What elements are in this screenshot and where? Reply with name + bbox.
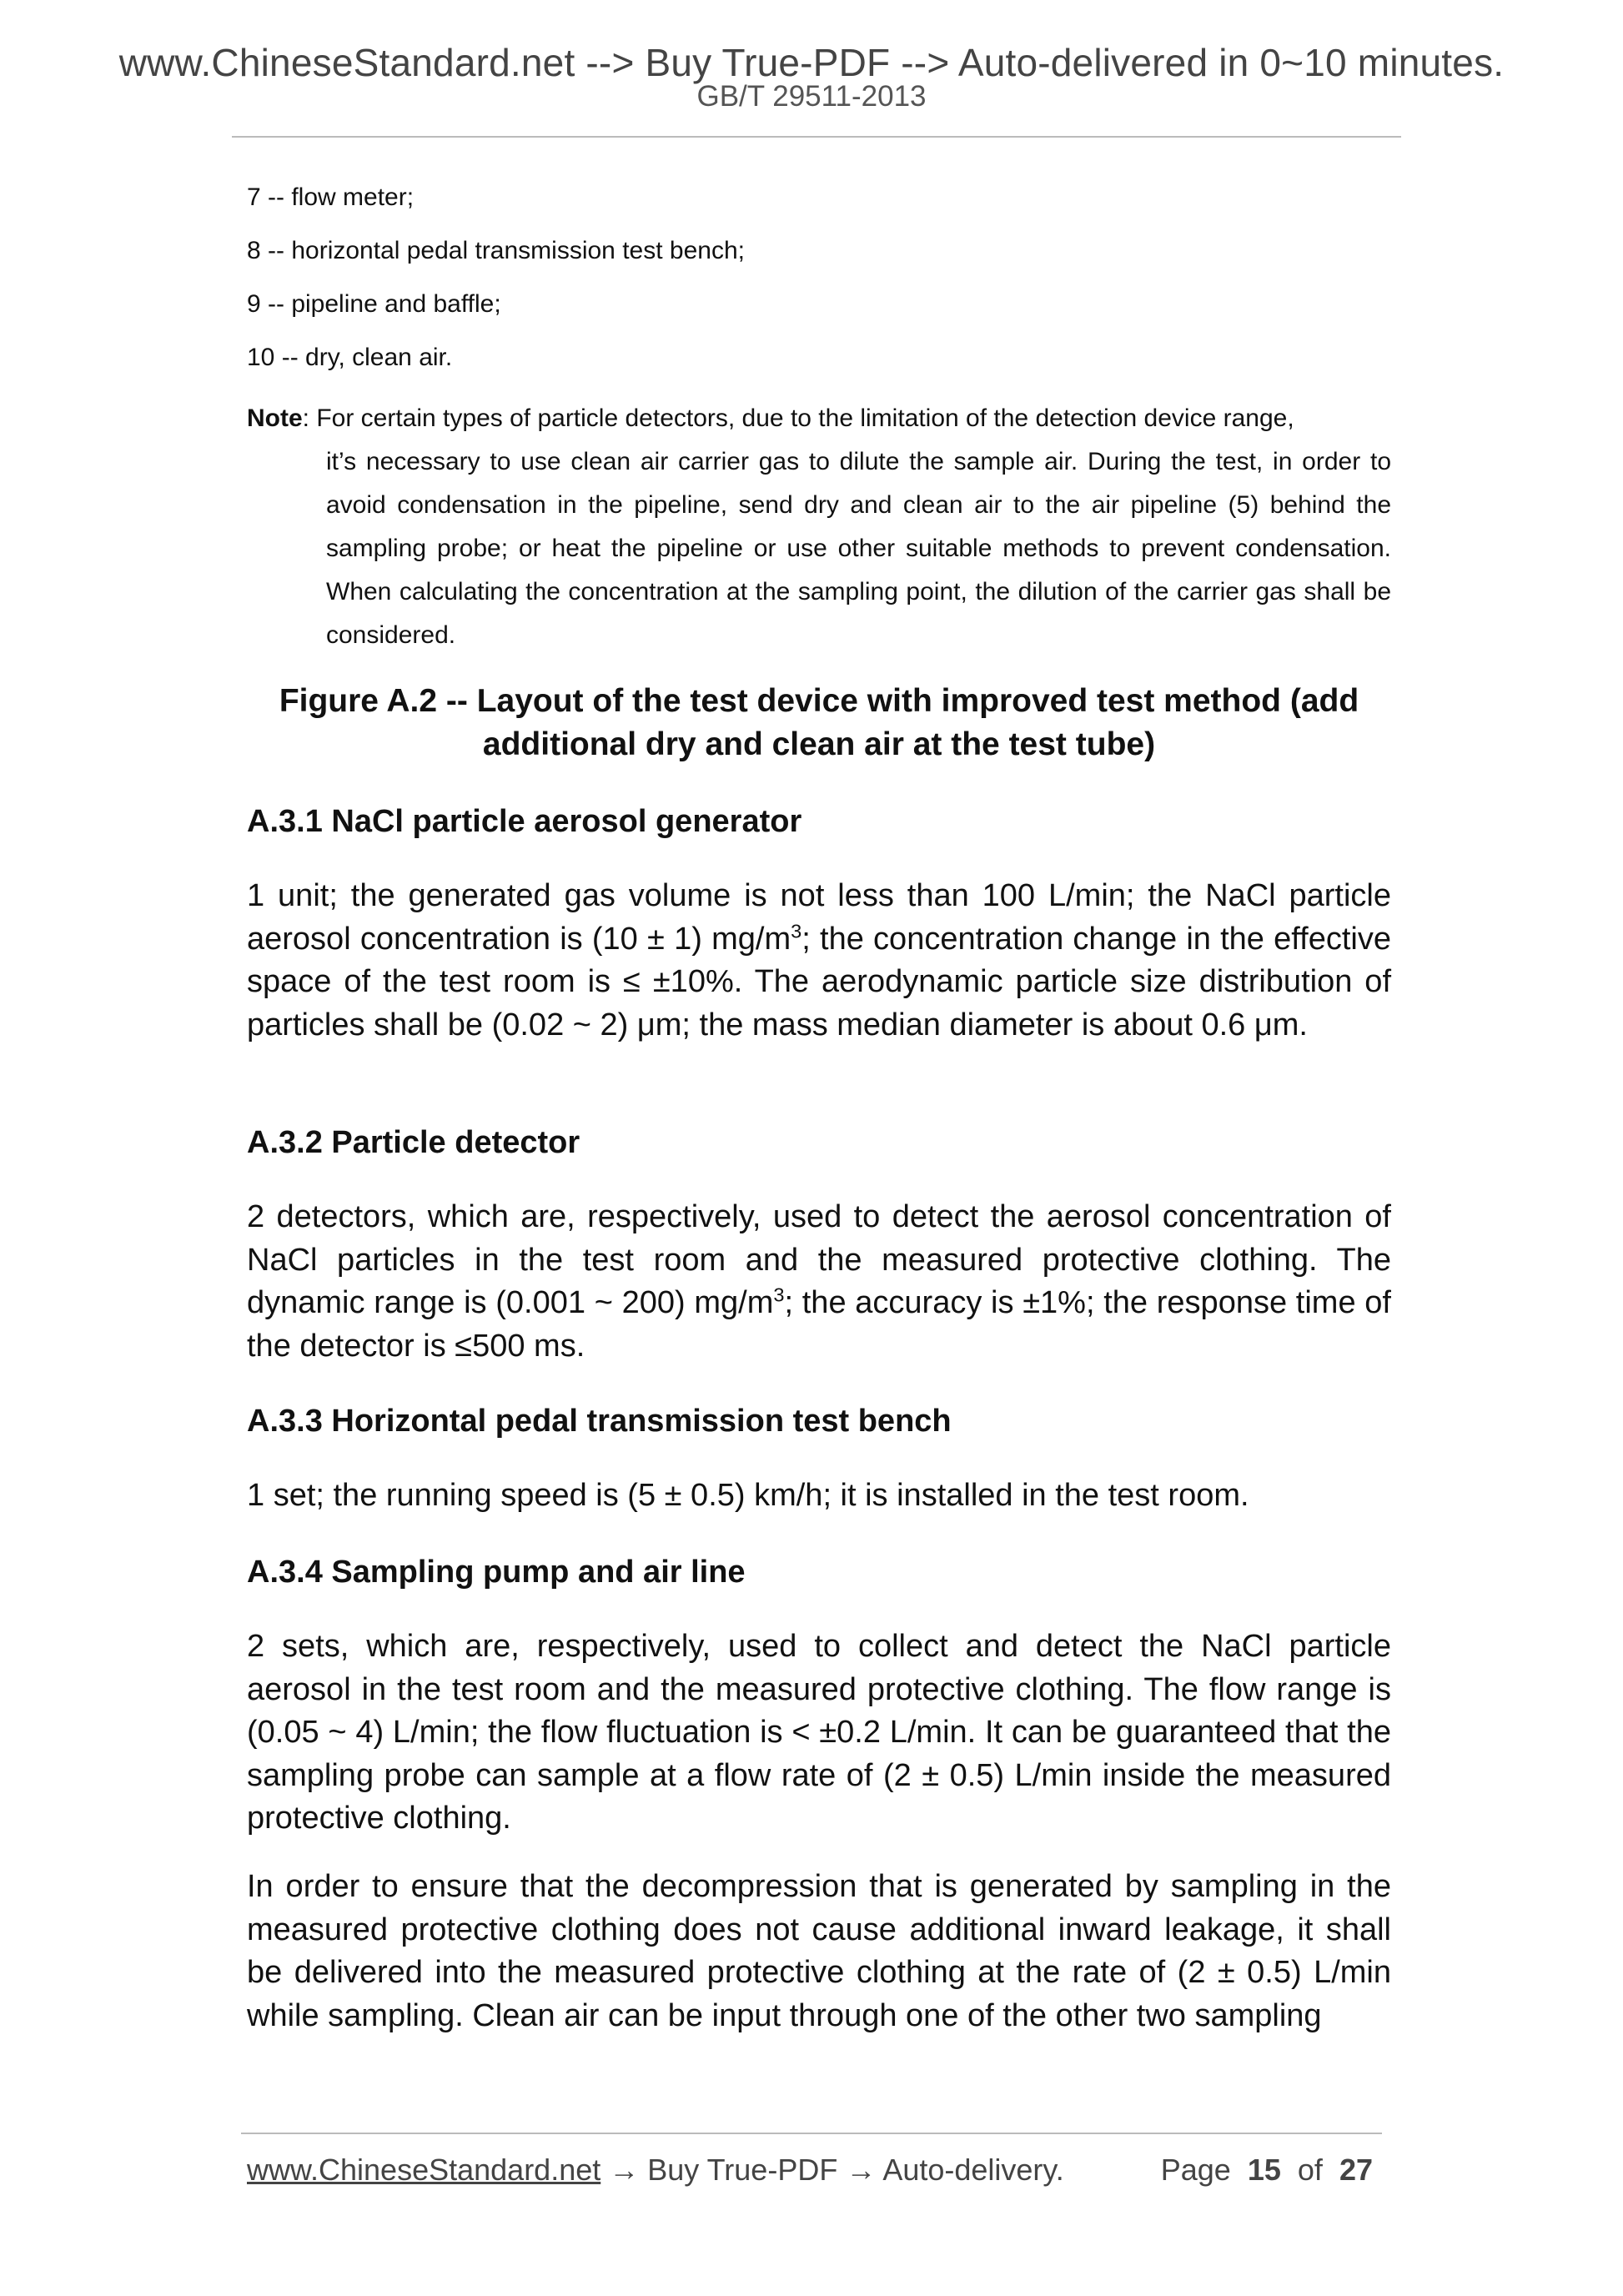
footer-divider [241, 2133, 1382, 2134]
note-lead-text: : For certain types of particle detectors, due to the limitation of the detection device range, [302, 404, 1294, 432]
legend-item-8: 8 -- horizontal pedal transmission test bench; [247, 237, 745, 264]
section-heading-a31: A.3.1 NaCl particle aerosol generator [247, 804, 802, 839]
a32-superscript: 3 [773, 1284, 785, 1306]
figure-note [247, 397, 1391, 657]
a32-text-part2: ; the accuracy is ±1%; the response time of the detector is ≤500 ms. [247, 1285, 1391, 1364]
section-paragraph-a34-2: In order to ensure that the decompression that is generated by sampling in the measured protective clothing does not cause additional inward leakage, it shall be delivered into the measured protective clothing at the rate of (2 ± 0.5) L/min while sampling. Clean air can be input through one of the other two sampling [247, 1869, 1391, 2033]
page-label: Page [1160, 2153, 1231, 2187]
section-paragraph-a33: 1 set; the running speed is (5 ± 0.5) km/h; it is installed in the test room. [247, 1478, 1249, 1513]
a31-superscript: 3 [791, 919, 802, 942]
section-heading-a33: A.3.3 Horizontal pedal transmission test bench [247, 1404, 952, 1439]
a32-text-part1: 2 detectors, which are, respectively, used to detect the aerosol concentration of NaCl particles in the test room and the measured protective clothing. The dynamic range is (0.001 ~ 200) mg/m [247, 1199, 1391, 1320]
footer-tail-text: → Buy True-PDF → Auto-delivery. [600, 2153, 1064, 2187]
note-continuation: it’s necessary to use clean air carrier gas to dilute the sample air. During the test, in order to avoid condensation in the pipeline, send dry and clean air to the air pipeline (5) behind the sampling probe; or heat the pipeline or use other suitable methods to prevent condensation. When calculating the concentration at the sampling point, the dilution of the carrier gas shall be considered. [326, 448, 1391, 649]
document-code: GB/T 29511-2013 [696, 80, 927, 113]
legend-item-7: 7 -- flow meter; [247, 183, 415, 211]
page-of: of [1297, 2153, 1323, 2187]
legend-item-10: 10 -- dry, clean air. [247, 344, 453, 371]
note-label: Note [247, 404, 303, 432]
legend-item-9: 9 -- pipeline and baffle; [247, 290, 501, 318]
figure-caption-line-2: additional dry and clean air at the test tube) [482, 726, 1156, 762]
figure-caption [247, 680, 1391, 766]
a31-text-part1: 1 unit; the generated gas volume is not less than 100 L/min; the NaCl particle aerosol concentration is (10 ± 1) mg/m [247, 878, 1391, 957]
figure-caption-line-1: Figure A.2 -- Layout of the test device with improved test method (add [279, 683, 1359, 719]
page-number [1161, 2155, 1373, 2185]
page-current: 15 [1247, 2153, 1281, 2187]
section-paragraph-a34: 2 sets, which are, respectively, used to collect and detect the NaCl particle aerosol in the test room and the measured protective clothing. The flow range is (0.05 ~ 4) L/min; the flow fluctuation is < ±0.2 L/min. It can be guaranteed that the sampling probe can sample at a flow rate of (2 ± 0.5) L/min inside the measured protective clothing. [247, 1629, 1391, 1836]
header-divider [232, 136, 1401, 138]
footer-website-link[interactable]: www.ChineseStandard.net [247, 2153, 601, 2187]
section-paragraph-a31 [247, 875, 1391, 1047]
section-heading-a34: A.3.4 Sampling pump and air line [247, 1555, 746, 1590]
footer-link-line [247, 2155, 1064, 2185]
a31-text-part2: ; the concentration change in the effective space of the test room is ≤ ±10%. The aerodynamic particle size distribution of particles shall be (0.02 ~ 2) μm; the mass median diameter is about 0.6 μm. [247, 921, 1391, 1042]
section-heading-a32: A.3.2 Particle detector [247, 1125, 580, 1160]
top-banner: www.ChineseStandard.net --> Buy True-PDF --> Auto-delivered in 0~10 minutes. [118, 41, 1505, 84]
section-paragraph-a32 [247, 1196, 1391, 1368]
page-total: 27 [1339, 2153, 1373, 2187]
note-lead-line [247, 397, 1391, 440]
